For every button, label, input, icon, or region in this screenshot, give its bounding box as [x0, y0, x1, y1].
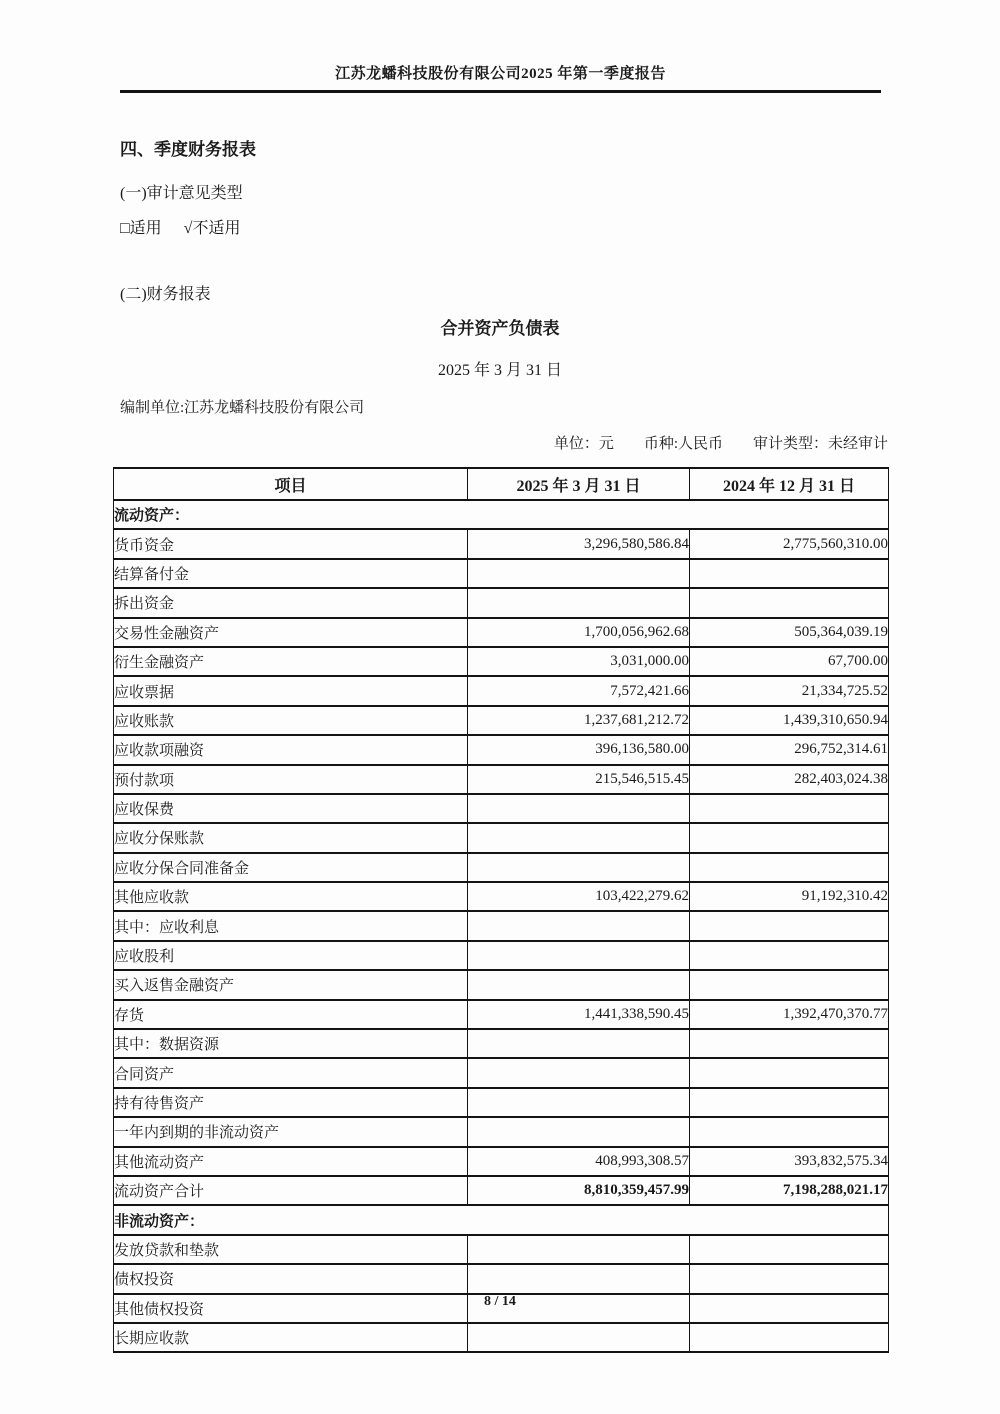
value-2024: 67,700.00 [690, 647, 889, 676]
value-2025: 3,031,000.00 [468, 647, 690, 676]
value-2025 [468, 1323, 690, 1352]
value-2025 [468, 1235, 690, 1264]
unit-currency-audit-meta: 单位：元 币种:人民币 审计类型：未经审计 [553, 436, 888, 452]
row-label: 其中：应收利息 [114, 911, 468, 940]
applicable-checkbox-option: □适用 [120, 220, 162, 237]
table-row [114, 970, 889, 999]
value-2025 [468, 794, 690, 823]
value-2024 [690, 559, 889, 588]
row-label: 合同资产 [114, 1058, 468, 1087]
value-2024: 2,775,560,310.00 [690, 529, 889, 558]
section-label: 流动资产： [114, 500, 889, 529]
table-row [114, 676, 889, 705]
row-label: 其他债权投资 [114, 1294, 468, 1323]
value-2024 [690, 1264, 889, 1293]
table-row [114, 794, 889, 823]
table-row [114, 1176, 889, 1205]
row-label: 持有待售资产 [114, 1088, 468, 1117]
row-label: 预付款项 [114, 765, 468, 794]
value-2025 [468, 1088, 690, 1117]
table-row [114, 1029, 889, 1058]
table-row [114, 1264, 889, 1293]
value-2024 [690, 1323, 889, 1352]
document-header-title: 江苏龙蟠科技股份有限公司2025 年第一季度报告 [335, 66, 666, 82]
balance-sheet-body [114, 500, 889, 1352]
value-2024: 282,403,024.38 [690, 765, 889, 794]
col-header-2024-12-31: 2024 年 12 月 31 日 [690, 468, 889, 500]
value-2024: 91,192,310.42 [690, 882, 889, 911]
value-2024: 1,392,470,370.77 [690, 1000, 889, 1029]
not-applicable-checked-option: √不适用 [183, 220, 241, 237]
section-row [114, 1205, 889, 1234]
row-label: 应收分保账款 [114, 823, 468, 852]
value-2025: 215,546,515.45 [468, 765, 690, 794]
row-label: 应收票据 [114, 676, 468, 705]
row-label: 流动资产合计 [114, 1176, 468, 1205]
row-label: 应收账款 [114, 706, 468, 735]
value-2024 [690, 1058, 889, 1087]
row-label: 结算备付金 [114, 559, 468, 588]
statement-title: 合并资产负债表 [440, 319, 560, 338]
row-label: 发放贷款和垫款 [114, 1235, 468, 1264]
value-2025 [468, 1264, 690, 1293]
value-2025 [468, 970, 690, 999]
value-2025 [468, 823, 690, 852]
value-2024 [690, 823, 889, 852]
value-2024 [690, 1029, 889, 1058]
table-row [114, 1323, 889, 1352]
value-2025 [468, 911, 690, 940]
value-2024 [690, 853, 889, 882]
statement-date: 2025 年 3 月 31 日 [437, 362, 562, 379]
row-label: 应收股利 [114, 941, 468, 970]
row-label: 长期应收款 [114, 1323, 468, 1352]
table-row [114, 529, 889, 558]
value-2025 [468, 559, 690, 588]
row-label: 存货 [114, 1000, 468, 1029]
value-2025: 7,572,421.66 [468, 676, 690, 705]
table-row [114, 588, 889, 617]
value-2025: 1,441,338,590.45 [468, 1000, 690, 1029]
table-header-row [114, 468, 889, 500]
row-label: 应收保费 [114, 794, 468, 823]
value-2025 [468, 941, 690, 970]
value-2025: 1,237,681,212.72 [468, 706, 690, 735]
section-heading-quarterly-statements: 四、季度财务报表 [120, 140, 256, 159]
row-label: 其中：数据资源 [114, 1029, 468, 1058]
header-divider [120, 90, 881, 93]
section-label: 非流动资产： [114, 1205, 889, 1234]
value-2025 [468, 1029, 690, 1058]
subsection-financial-statements: (二)财务报表 [120, 286, 211, 303]
table-row [114, 1058, 889, 1087]
value-2024 [690, 794, 889, 823]
row-label: 一年内到期的非流动资产 [114, 1117, 468, 1146]
table-row [114, 1147, 889, 1176]
value-2024 [690, 1235, 889, 1264]
table-row [114, 1117, 889, 1146]
balance-sheet-table [113, 467, 889, 1353]
value-2025: 1,700,056,962.68 [468, 618, 690, 647]
value-2024: 7,198,288,021.17 [690, 1176, 889, 1205]
row-label: 衍生金融资产 [114, 647, 468, 676]
value-2025 [468, 1117, 690, 1146]
row-label: 货币资金 [114, 529, 468, 558]
value-2025 [468, 1058, 690, 1087]
value-2024: 21,334,725.52 [690, 676, 889, 705]
value-2025 [468, 853, 690, 882]
col-header-item: 项目 [114, 468, 468, 500]
prepared-by-line: 编制单位:江苏龙蟠科技股份有限公司 [120, 400, 365, 416]
col-header-2025-03-31: 2025 年 3 月 31 日 [468, 468, 690, 500]
table-row [114, 911, 889, 940]
table-row [114, 823, 889, 852]
value-2024 [690, 970, 889, 999]
table-row [114, 882, 889, 911]
row-label: 债权投资 [114, 1264, 468, 1293]
row-label: 应收分保合同准备金 [114, 853, 468, 882]
value-2025: 3,296,580,586.84 [468, 529, 690, 558]
table-row [114, 647, 889, 676]
table-row [114, 853, 889, 882]
table-row [114, 941, 889, 970]
table-row [114, 706, 889, 735]
row-label: 买入返售金融资产 [114, 970, 468, 999]
value-2024: 296,752,314.61 [690, 735, 889, 764]
row-label: 其他应收款 [114, 882, 468, 911]
table-row [114, 735, 889, 764]
row-label: 其他流动资产 [114, 1147, 468, 1176]
audit-applicability-line [120, 215, 258, 238]
table-row [114, 559, 889, 588]
value-2025: 103,422,279.62 [468, 882, 690, 911]
value-2025: 396,136,580.00 [468, 735, 690, 764]
value-2024 [690, 911, 889, 940]
subsection-audit-opinion-type: (一)审计意见类型 [120, 185, 243, 202]
value-2024 [690, 588, 889, 617]
value-2025 [468, 588, 690, 617]
table-row [114, 1000, 889, 1029]
value-2024 [690, 941, 889, 970]
table-row [114, 765, 889, 794]
value-2025: 408,993,308.57 [468, 1147, 690, 1176]
value-2024 [690, 1117, 889, 1146]
section-row [114, 500, 889, 529]
row-label: 拆出资金 [114, 588, 468, 617]
value-2024: 393,832,575.34 [690, 1147, 889, 1176]
row-label: 交易性金融资产 [114, 618, 468, 647]
table-row [114, 1088, 889, 1117]
value-2024 [690, 1088, 889, 1117]
value-2025: 8,810,359,457.99 [468, 1176, 690, 1205]
value-2024: 1,439,310,650.94 [690, 706, 889, 735]
table-row [114, 618, 889, 647]
table-row [114, 1235, 889, 1264]
value-2024: 505,364,039.19 [690, 618, 889, 647]
page-number: 8 / 14 [484, 1294, 516, 1309]
row-label: 应收款项融资 [114, 735, 468, 764]
